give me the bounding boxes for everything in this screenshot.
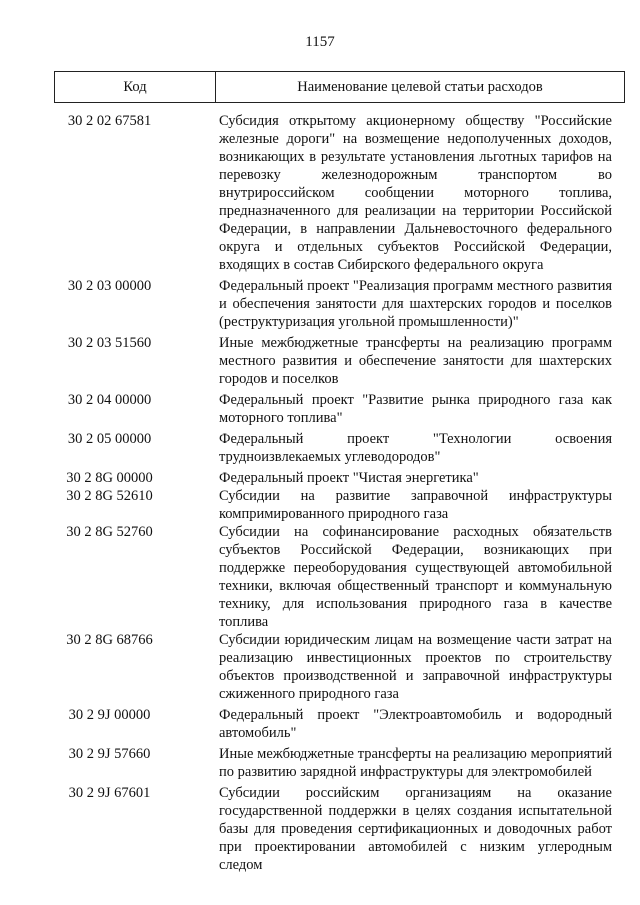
header-name: Наименование целевой статьи расходов bbox=[297, 78, 543, 95]
row-text: Субсидии на развитие заправочной инфраструктуры компримированного природного газа bbox=[219, 488, 612, 522]
row-code: 30 2 8G 00000 bbox=[66, 470, 153, 486]
row-text: Субсидии юридическим лицам на возмещение части затрат на реализацию инвестиционных проектов по строительству объектов производственной и заправочной инфраструктуры сжиженного природного газа bbox=[219, 632, 612, 702]
page-number: 1157 bbox=[305, 34, 335, 50]
row-text: Федеральный проект "Развитие рынка природного газа как моторного топлива" bbox=[219, 392, 612, 426]
table-row bbox=[0, 430, 640, 466]
row-code: 30 2 03 51560 bbox=[67, 335, 152, 351]
table-row bbox=[0, 112, 640, 274]
table-row bbox=[0, 784, 640, 874]
table-row bbox=[0, 631, 640, 703]
table-body bbox=[0, 112, 640, 874]
row-code: 30 2 05 00000 bbox=[67, 431, 152, 447]
row-text: Субсидия открытому акционерному обществу "Российские железные дороги" на возмещение недополученных доходов, возникающих в результате установления льготных тарифов на перевозку железнодорожным транспортом во внутрироссийском сообщении моторного топлива, предназначенного для реализации на территории Российской Федерации, в направлении Дальневосточного федерального округа и отдельных субъектов Российской Федерации, входящих в состав Сибирского федерального округа bbox=[219, 113, 612, 273]
row-text: Федеральный проект "Чистая энергетика" bbox=[219, 470, 479, 486]
table-row bbox=[0, 277, 640, 331]
table-row bbox=[0, 469, 640, 487]
header-code: Код bbox=[55, 72, 216, 102]
row-code: 30 2 03 00000 bbox=[67, 278, 152, 294]
row-text: Федеральный проект "Технологии освоения трудноизвлекаемых углеводородов" bbox=[219, 431, 612, 465]
row-code: 30 2 04 00000 bbox=[67, 392, 152, 408]
row-text: Федеральный проект "Электроавтомобиль и водородный автомобиль" bbox=[219, 707, 612, 741]
row-code: 30 2 9J 57660 bbox=[68, 746, 151, 762]
table-row bbox=[0, 523, 640, 631]
row-code: 30 2 9J 67601 bbox=[68, 785, 151, 801]
row-code: 30 2 8G 52760 bbox=[66, 524, 153, 540]
table-header bbox=[54, 71, 625, 103]
table-row bbox=[0, 391, 640, 427]
row-code: 30 2 9J 00000 bbox=[68, 707, 151, 723]
table-row bbox=[0, 706, 640, 742]
row-text: Федеральный проект "Реализация программ местного развития и обеспечения занятости для шахтерских городов и поселков (реструктуризация угольной промышленности)" bbox=[219, 278, 612, 330]
row-code: 30 2 8G 52610 bbox=[66, 488, 153, 504]
table-row bbox=[0, 745, 640, 781]
row-code: 30 2 02 67581 bbox=[67, 113, 152, 129]
table-row bbox=[0, 487, 640, 523]
row-text: Иные межбюджетные трансферты на реализацию мероприятий по развитию зарядной инфраструктуры для электромобилей bbox=[219, 746, 612, 780]
table-row bbox=[0, 334, 640, 388]
row-text: Субсидии на софинансирование расходных обязательств субъектов Российской Федерации, возникающих при поддержке переоборудования существующей автомобильной техники, включая общественный транспорт и коммунальную технику, для использования природного газа в качестве топлива bbox=[219, 524, 612, 630]
row-text: Иные межбюджетные трансферты на реализацию программ местного развития и обеспечение занятости для шахтерских городов и поселков bbox=[219, 335, 612, 387]
row-text: Субсидии российским организациям на оказание государственной поддержки в целях создания испытательной базы для проведения сертификационных и доводочных работ при проектировании автомобилей с низким углеродным следом bbox=[219, 785, 612, 873]
row-code: 30 2 8G 68766 bbox=[66, 632, 153, 648]
